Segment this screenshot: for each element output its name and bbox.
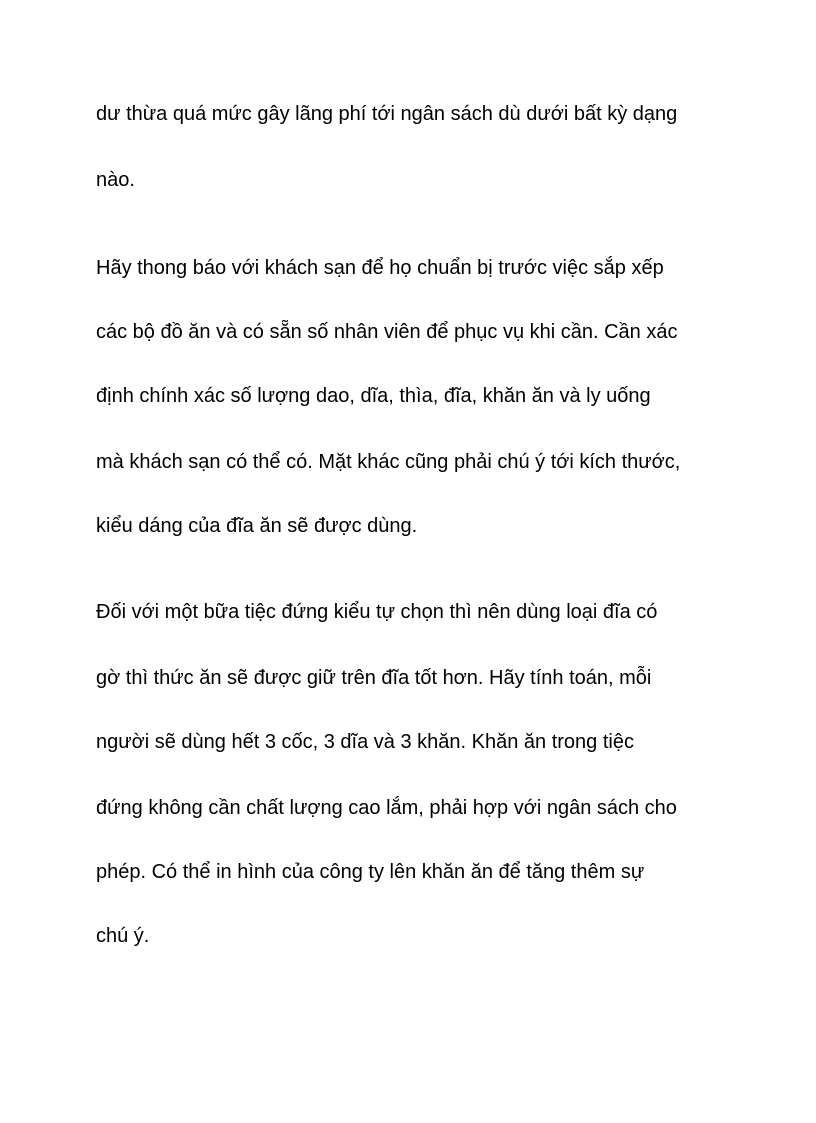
paragraph-2-line-4: mà khách sạn có thể có. Mặt khác cũng phải chú ý tới kích thước, <box>96 451 681 473</box>
paragraph-1-line-1: dư thừa quá mức gây lãng phí tới ngân sách dù dưới bất kỳ dạng <box>96 103 678 125</box>
paragraph-3-line-4: đứng không cần chất lượng cao lắm, phải hợp với ngân sách cho <box>96 797 677 819</box>
paragraph-3-line-2: gờ thì thức ăn sẽ được giữ trên đĩa tốt hơn. Hãy tính toán, mỗi <box>96 667 652 689</box>
paragraph-3-line-6: chú ý. <box>96 925 150 947</box>
paragraph-3-line-5: phép. Có thể in hình của công ty lên khăn ăn để tăng thêm sự <box>96 861 645 883</box>
paragraph-2-line-5: kiểu dáng của đĩa ăn sẽ được dùng. <box>96 515 418 537</box>
paragraph-2-line-1: Hãy thong báo với khách sạn để họ chuẩn bị trước việc sắp xếp <box>96 257 664 279</box>
paragraph-3-line-1: Đối với một bữa tiệc đứng kiểu tự chọn thì nên dùng loại đĩa có <box>96 601 658 623</box>
paragraph-2-line-2: các bộ đồ ăn và có sẵn số nhân viên để phục vụ khi cần. Cần xác <box>96 321 678 343</box>
paragraph-3-line-3: người sẽ dùng hết 3 cốc, 3 dĩa và 3 khăn. Khăn ăn trong tiệc <box>96 731 634 753</box>
paragraph-1-line-2: nào. <box>96 169 135 191</box>
paragraph-2-line-3: định chính xác số lượng dao, dĩa, thìa, đĩa, khăn ăn và ly uống <box>96 385 651 407</box>
